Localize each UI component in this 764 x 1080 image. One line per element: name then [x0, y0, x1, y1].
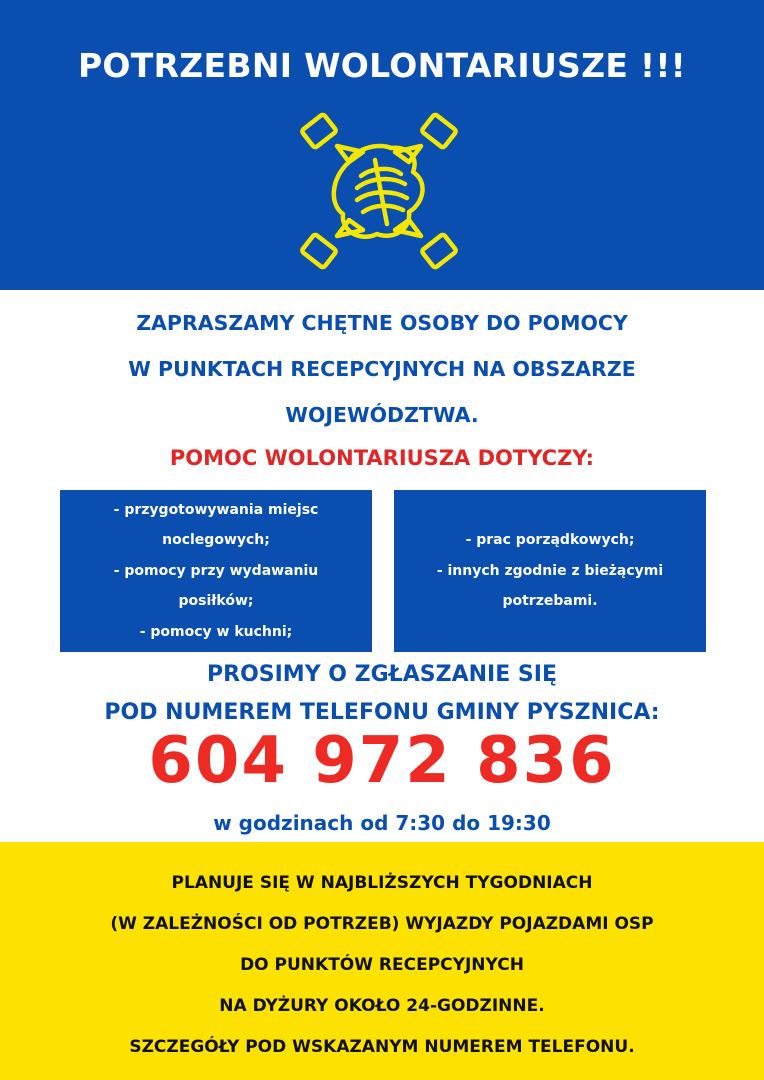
intro-line: WOJEWÓDZTWA.: [285, 403, 479, 427]
contact-line: POD NUMEREM TELEFONU GMINY PYSZNICA:: [104, 700, 660, 725]
help-item: - pomocy przy wydawaniu: [113, 562, 319, 579]
help-item: - przygotowywania miejsc: [113, 501, 319, 518]
help-box-right: [394, 490, 706, 652]
header-banner: [0, 0, 764, 290]
help-box-left: [60, 490, 372, 652]
contact-hours: w godzinach od 7:30 do 19:30: [213, 811, 551, 835]
intro-line: W PUNKTACH RECEPCYJNYCH NA OBSZARZE: [128, 357, 636, 381]
contact-line: PROSIMY O ZGŁASZANIE SIĘ: [207, 662, 557, 687]
help-item: potrzebami.: [502, 593, 598, 610]
help-item: - pomocy w kuchni;: [139, 623, 293, 640]
helping-hands-icon: [291, 112, 467, 270]
footer-line: NA DYŻURY OKOŁO 24-GODZINNE.: [219, 996, 545, 1016]
intro-line: ZAPRASZAMY CHĘTNE OSOBY DO POMOCY: [136, 311, 628, 335]
help-item: - prac porządkowych;: [465, 532, 635, 549]
footer-line: DO PUNKTÓW RECEPCYJNYCH: [240, 955, 524, 975]
help-item: posiłków;: [178, 593, 254, 610]
help-item: - innych zgodnie z bieżącymi: [436, 562, 664, 579]
footer-banner: [0, 842, 764, 1080]
phone-number: 604 972 836: [148, 724, 616, 798]
footer-line: SZCZEGÓŁY POD WSKAZANYM NUMEREM TELEFONU.: [129, 1037, 635, 1057]
poster-title: POTRZEBNI WOLONTARIUSZE !!!: [77, 46, 687, 85]
intro-text: [30, 300, 734, 438]
help-item: noclegowych;: [162, 532, 270, 549]
contact-request: [0, 656, 764, 732]
help-heading: POMOC WOLONTARIUSZA DOTYCZY:: [169, 446, 595, 470]
footer-line: (W ZALEŻNOŚCI OD POTRZEB) WYJAZDY POJAZDAMI OSP: [110, 914, 654, 934]
footer-line: PLANUJE SIĘ W NAJBLIŻSZYCH TYGODNIACH: [171, 873, 593, 893]
